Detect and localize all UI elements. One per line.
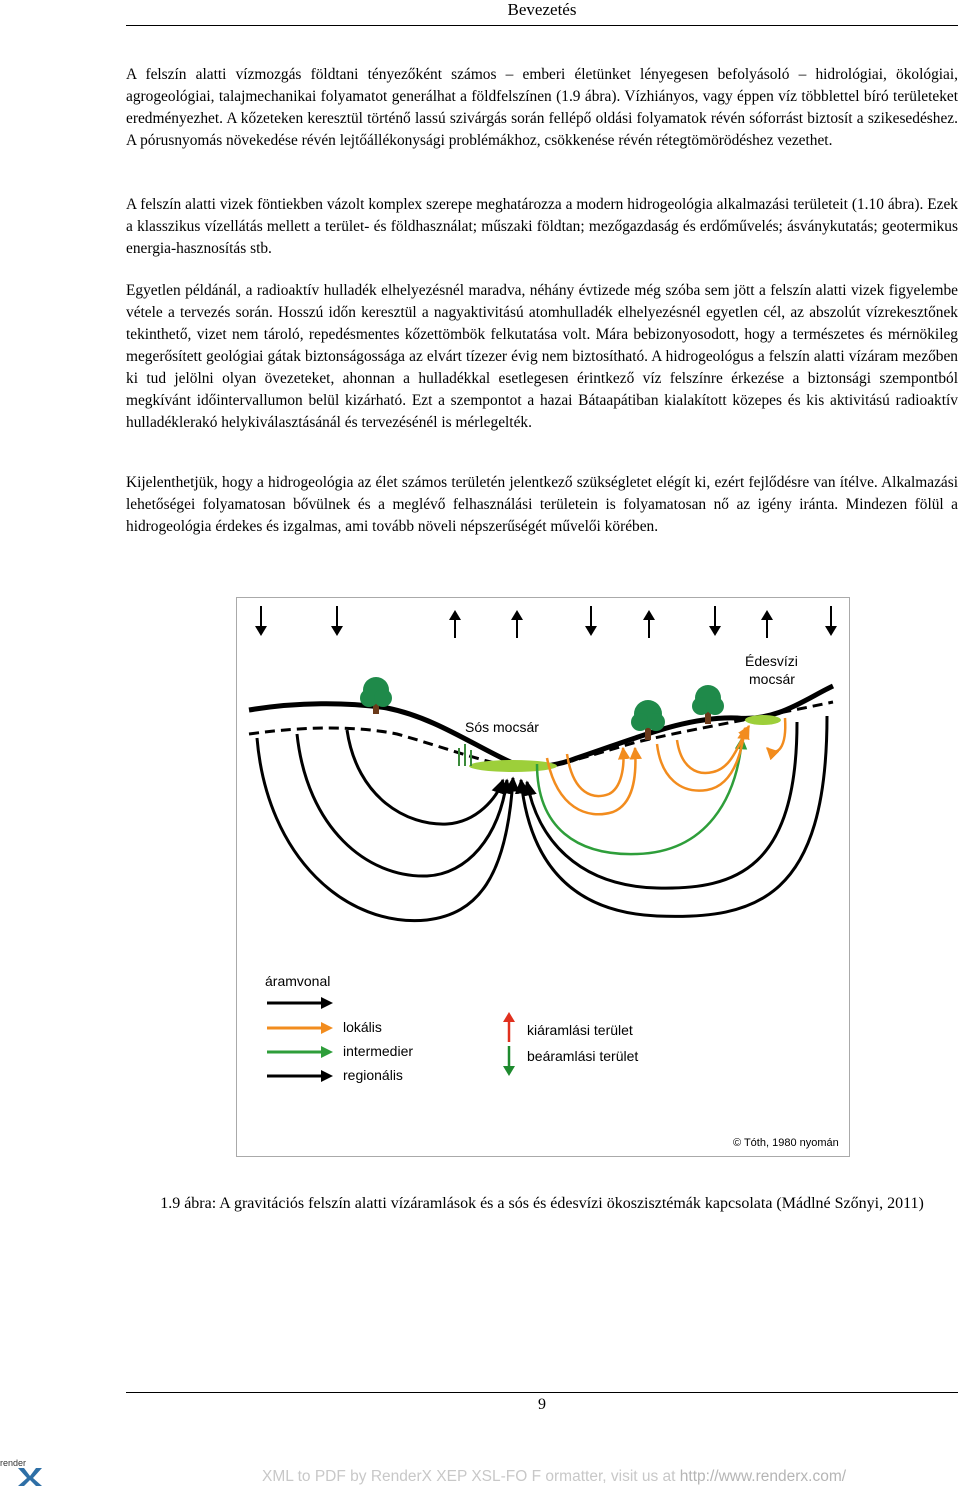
groundwater-flow-diagram bbox=[237, 598, 849, 1156]
paragraph-1: A felszín alatti vízmozgás földtani tényezőként számos – emberi életünket lényegesen befolyásoló – hidrológiai, ökológiai, agrogeológiai, talajmechanikai folyamatot generálhat a földfelszínen (1.9 ábra). Vízhiányos, vagy éppen víz többlettel bíró területeket eredményezhet. A kőzeteken keresztül történő lassú szivárgás során fellépő oldási folyamatok révén sóforrást biztosít a szikesedéshez. A pórusnyomás növekedése révén lejtőállékonysági problémákhoz, csökkenése révén rétegtömörödéshez vezethet. bbox=[126, 66, 958, 149]
discharge-arrow-icon bbox=[643, 610, 655, 638]
figure-groundwater-flow bbox=[236, 597, 850, 1157]
tree-icon bbox=[631, 700, 665, 740]
legend-regional-arrow-icon bbox=[267, 1070, 333, 1082]
legend-local-arrow-icon bbox=[267, 1022, 333, 1034]
legend-flowline-arrow-icon bbox=[267, 997, 333, 1009]
fresh-marsh bbox=[745, 715, 781, 725]
footer-rule bbox=[126, 1392, 958, 1393]
legend-discharge-arrow-icon bbox=[503, 1012, 515, 1042]
figure-credit: © Tóth, 1980 nyomán bbox=[733, 1137, 839, 1149]
recharge-arrow-icon bbox=[825, 606, 837, 636]
figure-caption: 1.9 ábra: A gravitációs felszín alatti vízáramlások és a sós és édesvízi ökoszisztémák kapcsolata (Mádlné Szőnyi, 2011) bbox=[160, 1195, 924, 1212]
legend-discharge-label: kiáramlási terület bbox=[527, 1022, 633, 1038]
saline-marsh-label: Sós mocsár bbox=[465, 719, 539, 735]
header-rule bbox=[126, 25, 958, 26]
legend-intermediate-arrow-icon bbox=[267, 1046, 333, 1058]
discharge-arrow-icon bbox=[761, 610, 773, 638]
legend-regional-label: regionális bbox=[343, 1067, 403, 1083]
recharge-arrow-icon bbox=[585, 606, 597, 636]
recharge-arrow-icon bbox=[255, 606, 267, 636]
renderx-note-text: XML to PDF by RenderX XEP XSL-FO F ormatter, visit us at bbox=[262, 1468, 676, 1485]
renderx-note bbox=[262, 1468, 846, 1486]
page-number: 9 bbox=[538, 1396, 546, 1413]
legend-flowline-label: áramvonal bbox=[265, 973, 331, 989]
discharge-arrow-icon bbox=[449, 610, 461, 638]
legend-recharge-arrow-icon bbox=[503, 1046, 515, 1076]
paragraph-3: Egyetlen példánál, a radioaktív hulladék elhelyezésnél maradva, néhány évtizede még szóba sem jött a felszín alatti vizek figyelembe vétele a tervezés során. Hosszú időn keresztül a nagyaktivitású atomhulladék elhelyezésnél egyetlen cél, az abszolút vízrekesztőnek tekinthető, vizet nem tároló, repedésmentes kőzettömbök felkutatása volt. Mára bebizonyosodott, hogy a természetes és mérnökileg megerősített geológiai gátak biztonságossága az elvárt tízezer évig nem biztosítható. A hidrogeológus a felszín alatti vízáram mezőben ki tud jelölni olyan övezeteket, ahonnan a hulladékkal esetlegesen érintkező víz felszínre érkezése a biztonsági szempontból megkívánt időintervallumon belül kizárható. Ezt a szempontot a hazai Bátaapátiban kialakított közepes és kis aktivitású radioaktív hulladéklerakó helykiválasztásánál és tervezésénél is mérlegelték. bbox=[126, 282, 958, 431]
surface-arrows bbox=[255, 606, 837, 638]
running-title: Bevezetés bbox=[507, 0, 577, 19]
paragraph-2: A felszín alatti vizek föntiekben vázolt komplex szerepe meghatározza a modern hidrogeológia alkalmazási területeit (1.10 ábra). Ezek a klasszikus vízellátás mellett a terület- és földhasználat; műszaki földtan; mezőgazdaság és erdőművelés; ásványkutatás; geotermikus energia-hasznosítás stb. bbox=[126, 196, 958, 257]
renderx-link[interactable]: http://www.renderx.com/ bbox=[679, 1468, 847, 1485]
local-flow-lines bbox=[547, 718, 785, 814]
paragraph-4: Kijelenthetjük, hogy a hidrogeológia az élet számos területén jelentkező szükségletet elégít ki, ezért fejlődésre van ítélve. Alkalmazási lehetőségei folyamatosan bővülnek és a meglévő felhasználási területein is folyamatosan nő az igény iránta. Mindezen fölül a hidrogeológia érdekes és izgalmas, ami tovább növeli népszerűségét művelői körében. bbox=[126, 474, 958, 535]
fresh-marsh-label-line1: Édesvízi bbox=[745, 653, 798, 669]
reed-icon bbox=[459, 744, 471, 766]
saline-marsh bbox=[469, 760, 557, 772]
recharge-arrow-icon bbox=[331, 606, 343, 636]
legend-recharge-label: beáramlási terület bbox=[527, 1048, 639, 1064]
ground-surface bbox=[249, 686, 833, 767]
legend-local-label: lokális bbox=[343, 1019, 382, 1035]
recharge-arrow-icon bbox=[709, 606, 721, 636]
legend-intermediate-label: intermedier bbox=[343, 1043, 414, 1059]
page-header bbox=[0, 0, 960, 26]
fresh-marsh-label-line2: mocsár bbox=[749, 671, 795, 687]
renderx-logo-text: render bbox=[0, 1458, 27, 1468]
renderx-logo bbox=[0, 1454, 44, 1486]
discharge-arrow-icon bbox=[511, 610, 523, 638]
